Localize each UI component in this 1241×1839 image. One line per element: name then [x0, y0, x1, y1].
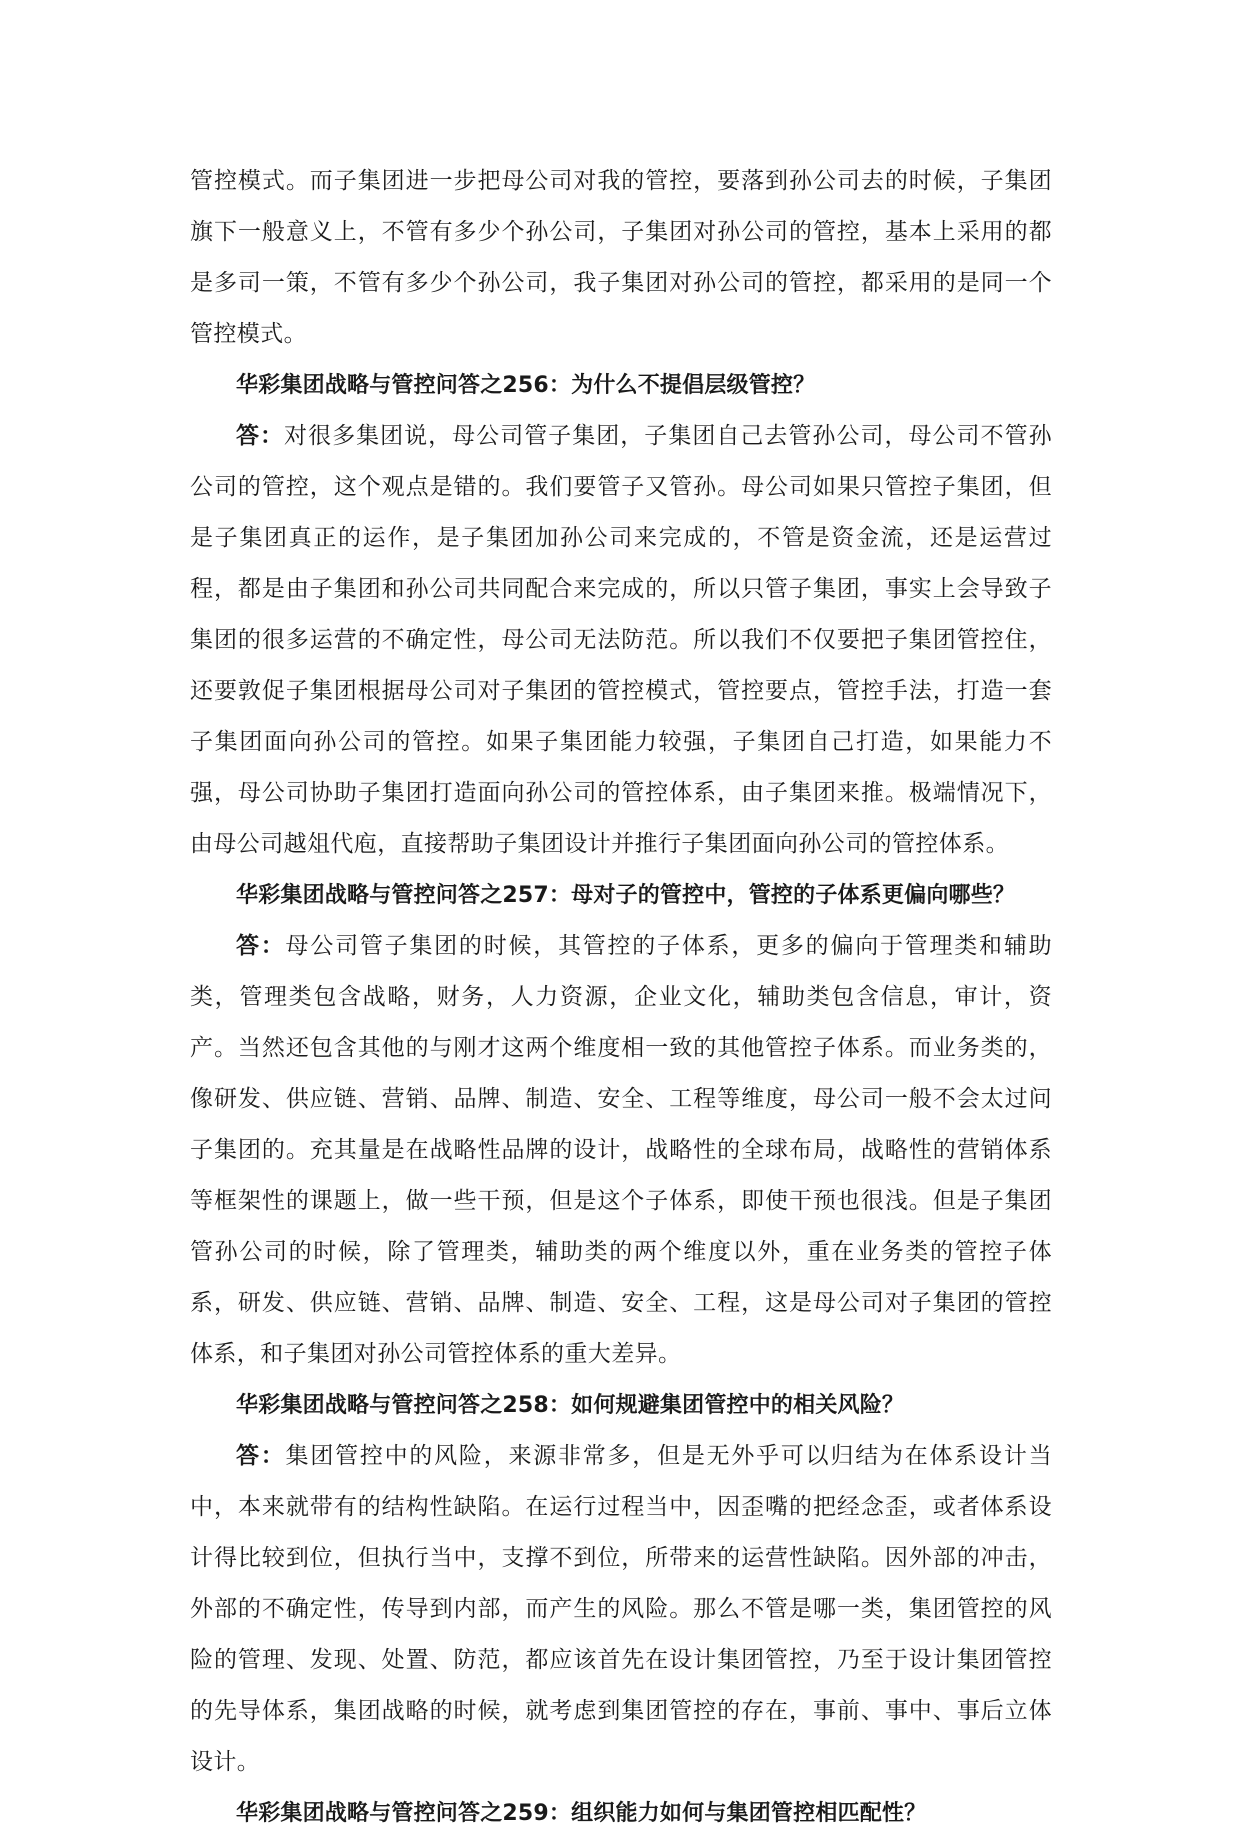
answer-label: 答：	[236, 1443, 286, 1469]
document-page	[190, 156, 1052, 1839]
question-heading-258: 华彩集团战略与管控问答之258：如何规避集团管控中的相关风险？	[236, 1393, 905, 1418]
question-heading-256: 华彩集团战略与管控问答之256：为什么不提倡层级管控？	[236, 373, 816, 398]
question-heading-257: 华彩集团战略与管控问答之257：母对子的管控中，管控的子体系更偏向哪些？	[236, 883, 1016, 908]
answer-label: 答：	[236, 933, 286, 959]
answer-text: 集团管控中的风险，来源非常多，但是无外乎可以归结为在体系设计当中，本来就带有的结构性缺陷。在运行过程当中，因歪嘴的把经念歪，或者体系设计得比较到位，但执行当中，支撑不到位，所带来的运营性缺陷。因外部的冲击，外部的不确定性，传导到内部，而产生的风险。那么不管是哪一类，集团管控的风险的管理、发现、处置、防范，都应该首先在设计集团管控，乃至于设计集团管控的先导体系，集团战略的时候，就考虑到集团管控的存在，事前、事中、事后立体设计。	[190, 1443, 1052, 1775]
answer-paragraph-257	[190, 921, 1052, 1380]
answer-paragraph-256	[190, 411, 1052, 870]
answer-label: 答：	[236, 423, 285, 449]
answer-paragraph-258	[190, 1431, 1052, 1788]
continuation-paragraph: 管控模式。而子集团进一步把母公司对我的管控，要落到孙公司去的时候，子集团旗下一般意义上，不管有多少个孙公司，子集团对孙公司的管控，基本上采用的都是多司一策，不管有多少个孙公司，我子集团对孙公司的管控，都采用的是同一个管控模式。	[190, 168, 1052, 347]
answer-text: 对很多集团说，母公司管子集团，子集团自己去管孙公司，母公司不管孙公司的管控，这个观点是错的。我们要管子又管孙。母公司如果只管控子集团，但是子集团真正的运作，是子集团加孙公司来完成的，不管是资金流，还是运营过程，都是由子集团和孙公司共同配合来完成的，所以只管子集团，事实上会导致子集团的很多运营的不确定性，母公司无法防范。所以我们不仅要把子集团管控住，还要敦促子集团根据母公司对子集团的管控模式，管控要点，管控手法，打造一套子集团面向孙公司的管控。如果子集团能力较强，子集团自己打造，如果能力不强，母公司协助子集团打造面向孙公司的管控体系，由子集团来推。极端情况下，由母公司越俎代庖，直接帮助子集团设计并推行子集团面向孙公司的管控体系。	[190, 423, 1052, 857]
answer-text: 母公司管子集团的时候，其管控的子体系，更多的偏向于管理类和辅助类，管理类包含战略，财务，人力资源，企业文化，辅助类包含信息，审计，资产。当然还包含其他的与刚才这两个维度相一致的其他管控子体系。而业务类的，像研发、供应链、营销、品牌、制造、安全、工程等维度，母公司一般不会太过问子集团的。充其量是在战略性品牌的设计，战略性的全球布局，战略性的营销体系等框架性的课题上，做一些干预，但是这个子体系，即使干预也很浅。但是子集团管孙公司的时候，除了管理类，辅助类的两个维度以外，重在业务类的管控子体系，研发、供应链、营销、品牌、制造、安全、工程，这是母公司对子集团的管控体系，和子集团对孙公司管控体系的重大差异。	[190, 933, 1052, 1367]
question-heading-259: 华彩集团战略与管控问答之259：组织能力如何与集团管控相匹配性？	[236, 1801, 927, 1826]
